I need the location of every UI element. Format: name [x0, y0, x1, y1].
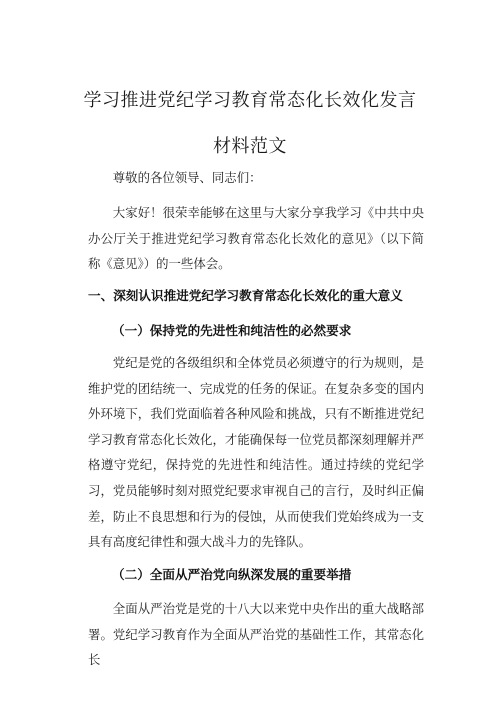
subsection-2-paragraph: 全面从严治党是党的十八大以来党中央作出的重大战略部署。党纪学习教育作为全面从严治党的基础性工作，其常态化长 [88, 601, 424, 668]
document-title-line-2: 材料范文 [213, 136, 287, 157]
subsection-2-heading: （二）全面从严治党向纵深发展的重要举措 [112, 567, 352, 582]
section-1-heading: 一、深刻认识推进党纪学习教育常态化长效化的重大意义 [88, 288, 403, 303]
greeting: 尊敬的各位领导、同志们： [112, 170, 262, 185]
intro-paragraph: 大家好！很荣幸能够在这里与大家分享我学习《中共中央办公厅关于推进党纪学习教育常态化长效化的意见》（以下简称《意见》）的一些体会。 [88, 205, 424, 272]
subsection-1-heading: （一）保持党的先进性和纯洁性的必然要求 [112, 323, 352, 338]
subsection-1-paragraph: 党纪是党的各级组织和全体党员必须遵守的行为规则，是维护党的团结统一、完成党的任务的保证。在复杂多变的国内外环境下，我们党面临着各种风险和挑战，只有不断推进党纪学习教育常态化长效化，才能确保每一位党员都深刻理解并严格遵守党纪，保持党的先进性和纯洁性。通过持续的党纪学习，党员能够时刻对照党纪要求审视自己的言行，及时纠正偏差，防止不良思想和行为的侵蚀，从而使我们党始终成为一支具有高度纪律性和强大战斗力的先锋队。 [88, 355, 424, 550]
document-title-line-1: 学习推进党纪学习教育常态化长效化发言 [83, 90, 417, 111]
